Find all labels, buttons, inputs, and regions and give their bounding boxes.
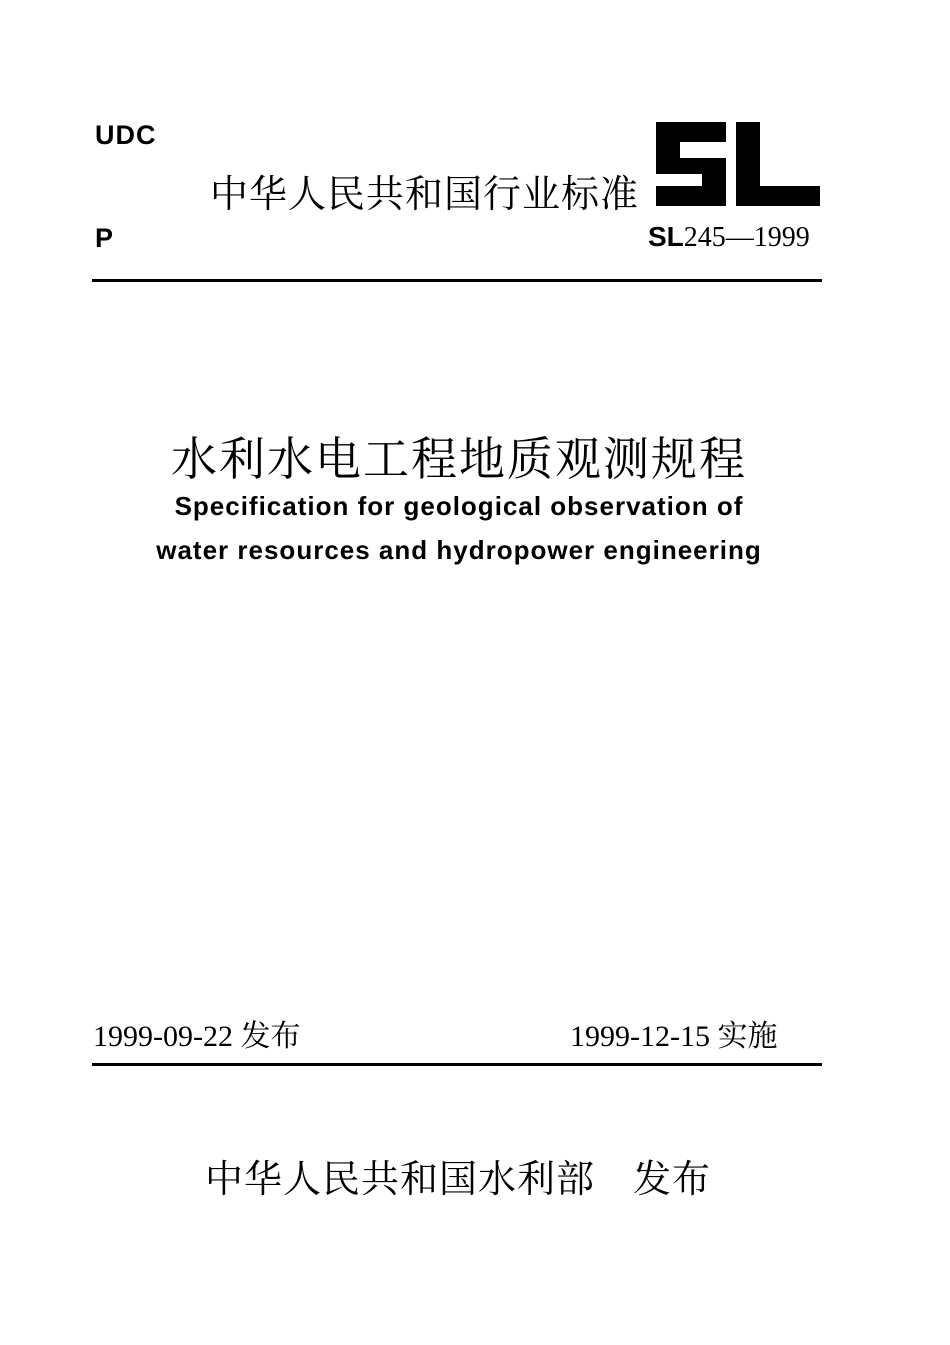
title-english-line2: water resources and hydropower engineering xyxy=(156,535,762,565)
effective-date-value: 1999-12-15 xyxy=(570,1020,710,1053)
issuer-name: 中华人民共和国水利部 xyxy=(205,1157,596,1201)
issue-label: 发布 xyxy=(240,1019,301,1054)
standard-prefix: SL xyxy=(648,221,684,252)
bottom-divider xyxy=(92,1063,822,1066)
top-divider xyxy=(92,279,822,282)
issuer xyxy=(205,1148,711,1203)
issuer-label: 发布 xyxy=(633,1157,712,1201)
issue-date xyxy=(93,1011,300,1055)
standard-number xyxy=(648,221,810,254)
title-chinese: 水利水电工程地质观测规程 xyxy=(171,432,747,486)
udc-label: UDC xyxy=(95,120,157,150)
title-english-line1: Specification for geological observation of xyxy=(174,491,744,521)
effective-date xyxy=(570,1011,777,1055)
standard-number-value: 245—1999 xyxy=(683,222,810,253)
classification-code: P xyxy=(95,223,114,253)
effective-label: 实施 xyxy=(717,1019,778,1054)
issue-date-value: 1999-09-22 xyxy=(93,1020,233,1053)
industry-standard-heading: 中华人民共和国行业标准 xyxy=(210,172,640,216)
sl-logo xyxy=(652,118,822,210)
